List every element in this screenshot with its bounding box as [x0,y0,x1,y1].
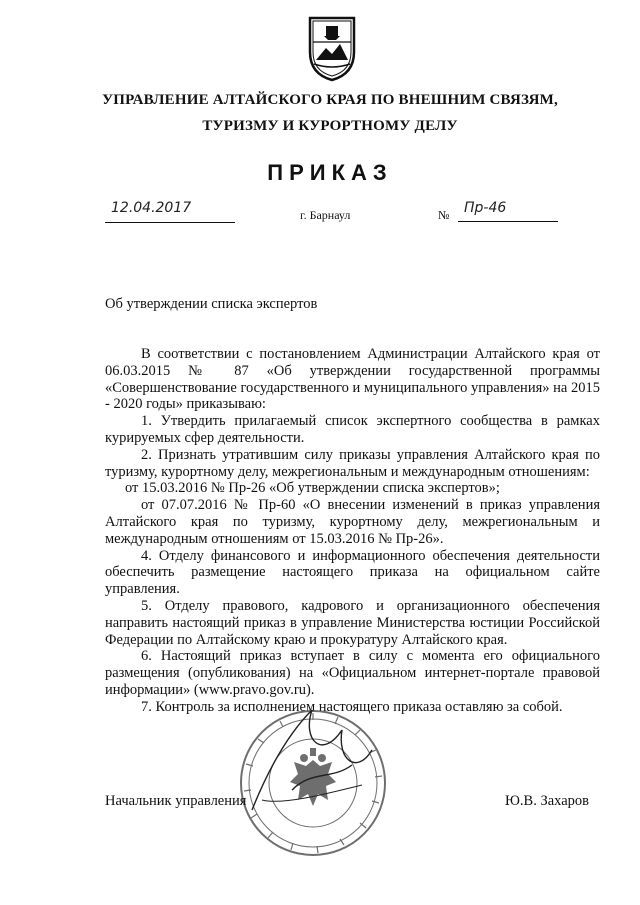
paragraph-preamble: В соответствии с постановлением Администрации Алтайского края от 06.03.2015 № 87 «Об утверждении государственной программы «Совершенствование государственного и муниципального управления» на 2015 - 2020 годы» приказываю: [105,346,600,413]
paragraph-item-2-order-1: от 15.03.2016 № Пр-26 «Об утверждении списка экспертов»; [125,480,500,497]
signatory-title: Начальник управления [105,793,247,809]
document-subject: Об утверждении списка экспертов [105,296,318,312]
signatory-name: Ю.В. Захаров [505,793,589,809]
paragraph-item-2-order-2: от 07.07.2016 № Пр-60 «О внесении изменений в приказ управления Алтайского края по туризму, курортному делу, межрегиональным и международным отношениям от 15.03.2016 № Пр-26». [105,497,600,547]
organization-name-line2: ТУРИЗМУ И КУРОРТНОМУ ДЕЛУ [202,118,458,134]
organization-name-line1: УПРАВЛЕНИЕ АЛТАЙСКОГО КРАЯ ПО ВНЕШНИМ СВЯЗЯМ, [102,92,558,108]
number-sign: № [438,208,450,222]
paragraph-item-1: 1. Утвердить прилагаемый список экспертного сообщества в рамках курируемых сфер деятельности. [105,413,600,446]
paragraph-item-7: 7. Контроль за исполнением настоящего приказа оставляю за собой. [141,698,563,715]
handwritten-signature [232,690,392,830]
altai-krai-coat-of-arms-icon [296,12,368,84]
paragraph-item-6: 6. Настоящий приказ вступает в силу с момента его официального размещения (опубликования) на «Официальном интернет-портале правовой информации» (www.pravo.gov.ru). [105,648,600,698]
date-value: 12.04.2017 [111,200,192,216]
paragraph-item-2: 2. Признать утратившим силу приказы управления Алтайского края по туризму, курортному делу, межрегиональным и международным отношениям: [105,446,600,480]
document-title: ПРИКАЗ [267,160,393,185]
paragraph-item-5: 5. Отделу правового, кадрового и организационного обеспечения направить настоящий приказ в управление Министерства юстиции Российской Федерации по Алтайскому краю и прокуратуру Алтайского края. [105,597,600,648]
number-field [438,200,558,222]
city-label: г. Барнаул [300,208,351,222]
document-body [105,346,600,716]
paragraph-item-4: 4. Отделу финансового и информационного обеспечения деятельности обеспечить размещение настоящего приказа на официальном сайте управления. [105,547,600,598]
number-value: Пр-46 [464,200,507,216]
date-field [105,200,235,223]
